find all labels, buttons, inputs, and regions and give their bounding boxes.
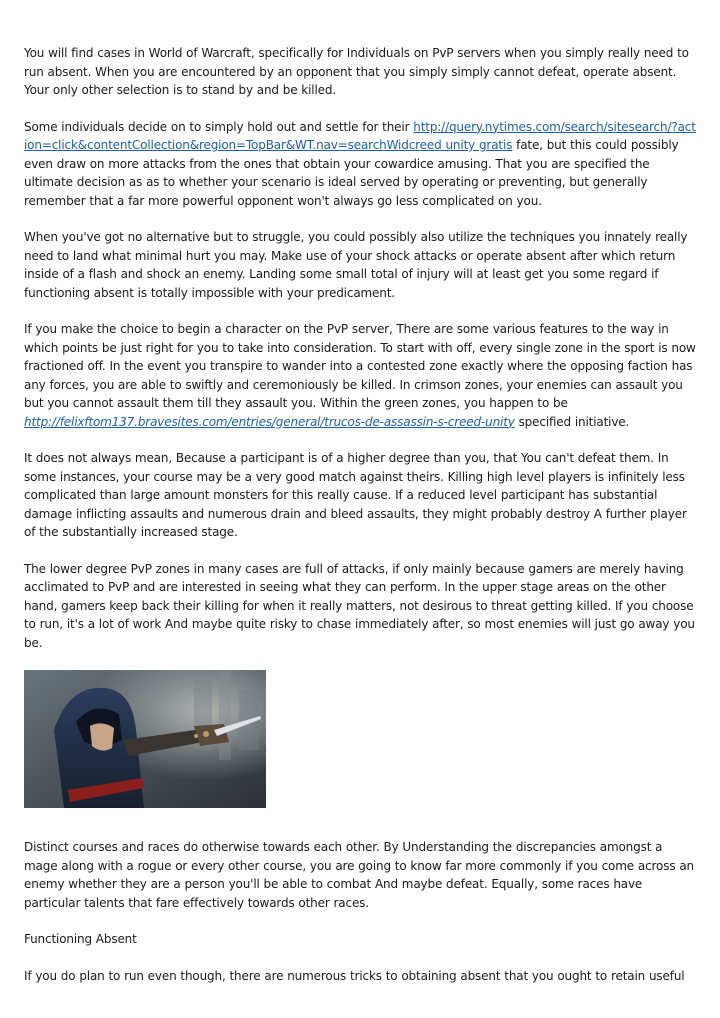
paragraph-2-text-before: Some individuals decide on to simply hold out and settle for their <box>24 119 414 134</box>
section-heading-functioning-absent: Functioning Absent <box>24 932 137 946</box>
paragraph-2-text-after: fate, but this could possibly even draw on more attacks from the ones that obtain your cowardice amusing. That you are specified the ultimate decision as as to whether your scenario is ideal served by operating or preventing, but generally remember that a far more powerful opponent won't always go less complicated on you. <box>24 138 679 208</box>
document-body <box>24 44 698 1003</box>
paragraph-6: The lower degree PvP zones in many cases are full of attacks, if only mainly because gamers are merely having acclimated to PvP and are interested in seeing what they can perform. In the upper stage areas on the other hand, gamers keep back their killing for when it really matters, not desirous to threat getting killed. If you choose to run, it's a lot of work And maybe quite risky to chase immediately after, so most enemies will just go away you be. <box>24 561 695 650</box>
paragraph-7: Distinct courses and races do otherwise towards each other. By Understanding the discrepancies amongst a mage along with a rogue or every other course, you are going to know far more commonly if you come across an enemy whether they are a person you'll be able to combat And maybe defeat. Equally, some races have particular talents that fare effectively towards other races. <box>24 840 694 910</box>
paragraph-4-text-before: If you make the choice to begin a character on the PvP server, There are some various features to the way in which points be just right for you to take into consideration. To start with off, every single zone in the sport is now fractioned off. In the event you transpire to wander into a contested zone exactly where the opposing faction has any forces, you are able to swiftly and ceremoniously be killed. In crimson zones, your enemies can assault you but you cannot assault them till they assault you. Within the green zones, you happen to be <box>24 322 696 410</box>
paragraph-4 <box>24 320 698 431</box>
nytimes-search-link[interactable]: http://query.nytimes.com/search/sitesearch/?action=click&contentCollection&region=TopBar&WT.nav=searchWidcreed unity gratis <box>24 119 696 152</box>
hooded-assassin-illustration <box>24 670 266 808</box>
paragraph-4-text-after: specified initiative. <box>514 414 630 429</box>
paragraph-3: When you've got no alternative but to struggle, you could possibly also utilize the techniques you innately really need to land what minimal hurt you may. Make use of your shock attacks or operate absent after which return inside of a flash and shock an enemy. Landing some small total of injury will at least get you some regard if functioning absent is totally impossible with your predicament. <box>24 230 688 300</box>
paragraph-1: You will find cases in World of Warcraft, specifically for Individuals on PvP servers when you simply really need to run absent. When you are encountered by an opponent that you simply simply cannot defeat, operate absent. Your only other selection is to stand by and be killed. <box>24 46 689 97</box>
paragraph-5: It does not always mean, Because a participant is of a higher degree than you, that You can't defeat them. In some instances, your course may be a very good match against theirs. Killing high level players is infinitely less complicated than large amount monsters for this really cause. If a reduced level participant has substantial damage inflicting assaults and numerous drain and bleed assaults, they might probably destroy A further player of the substantially increased stage. <box>24 451 687 539</box>
assassin-hero-image <box>24 670 266 808</box>
paragraph-2 <box>24 118 698 211</box>
paragraph-9: If you do plan to run even though, there are numerous tricks to obtaining absent that you ought to retain useful <box>24 968 685 983</box>
bravesites-link[interactable]: http://felixftom137.bravesites.com/entries/general/trucos-de-assassin-s-creed-unity <box>24 414 515 429</box>
